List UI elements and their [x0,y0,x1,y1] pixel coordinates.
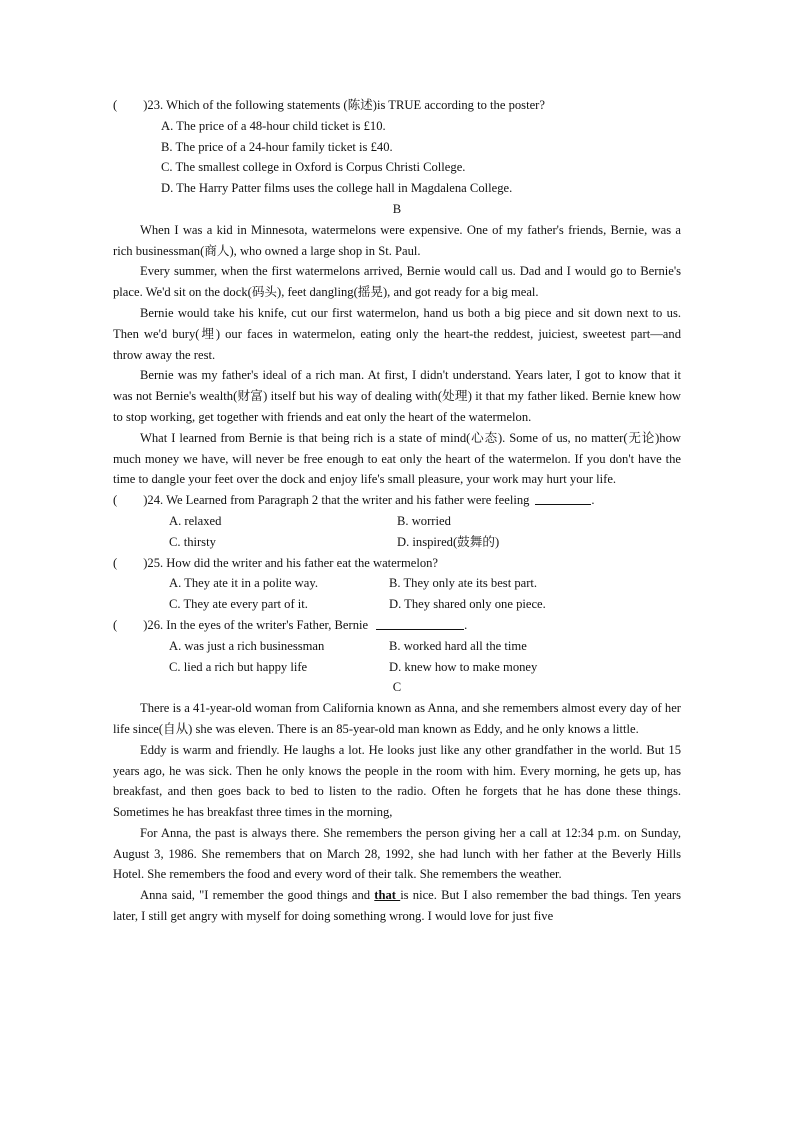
option-b: B. worried [397,513,451,528]
section-b-heading: B [392,201,402,216]
option-a: A. They ate it in a polite way. [169,576,318,591]
answer-blank[interactable] [117,615,143,636]
answer-blank[interactable] [117,490,143,511]
passage-paragraph: For Anna, the past is always there. She remembers the person giving her a call at 12:34 p.m. on Sunday, August 3, 1986. She remembers that on March 28, 1992, she had lunch with her father at the Beverly Hills Hotel. She remembers the food and every word of their talk. She remembers the weather. [113,825,681,882]
option-c: C. They ate every part of it. [169,597,308,612]
underlined-word: that [374,888,401,903]
answer-paren-close: ) [143,493,148,508]
fill-in-blank[interactable] [376,615,464,630]
paragraph-text: is nice. But I also remember the bad things. Ten years later, I still get angry with myself for doing something wrong. I would love for just five [113,888,682,924]
answer-paren-close: ) [143,98,148,112]
section-b-passage [113,220,681,490]
options-row [113,573,681,594]
option-a: A. was just a rich businessman [169,638,325,653]
question-23 [113,95,681,116]
answer-blank[interactable] [117,553,143,574]
passage-paragraph: When I was a kid in Minnesota, watermelons were expensive. One of my father's friends, Bernie, was a rich businessman(商人), who owned a large shop in St. Paul. [113,222,681,258]
option-b: B. The price of a 24-hour family ticket is £40. [161,139,393,154]
options-row [113,594,681,615]
option-c: C. thirsty [169,534,216,549]
answer-paren-open: ( [113,493,118,508]
option-d: D. The Harry Patter films uses the college hall in Magdalena College. [161,181,513,196]
question-26 [113,615,681,636]
option-c: C. The smallest college in Oxford is Corpus Christi College. [161,160,466,175]
question-stem: 24. We Learned from Paragraph 2 that the writer and his father were feeling [147,493,530,508]
passage-paragraph: Bernie was my father's ideal of a rich man. At first, I didn't understand. Years later, I got to know that it was not Bernie's wealth(财富) itself but his way of dealing with(处理) it that my father liked. Bernie knew how to stop working, get together with friends and eat only the heart of the watermelon. [113,368,681,424]
passage-paragraph: Eddy is warm and friendly. He laughs a lot. He looks just like any other grandfather in the world. But 15 years ago, he was sick. Then he only knows the people in the room with him. Every morning, he gets up, has breakfast, and then goes back to bed to listen to the radio. Often he forgets that he has done these things. Sometimes he has breakfast three times in the morning, [113,742,681,820]
option-d: D. They shared only one piece. [389,597,546,612]
option-a: A. relaxed [169,513,222,528]
answer-paren-close: ) [143,617,148,632]
fill-in-blank[interactable] [535,490,591,505]
options-row [113,636,681,657]
passage-paragraph [113,885,681,927]
section-c-passage [113,698,681,927]
options-row [113,657,681,678]
options-row [113,532,681,553]
answer-blank[interactable] [117,95,143,116]
option-b: B. worked hard all the time [389,638,527,653]
option-c: C. lied a rich but happy life [169,659,308,674]
answer-paren-open: ( [113,617,118,632]
passage-paragraph: What I learned from Bernie is that being rich is a state of mind(心态). Some of us, no matter(无论)how much money we have, will never be free enough to eat only the heart of the watermelon. If you don't have the time to dangle your feet over the dock and enjoy life's small pleasure, your work may hurt your life. [113,430,681,487]
section-c-heading: C [392,680,402,695]
question-stem: 26. In the eyes of the writer's Father, Bernie [147,617,369,632]
answer-paren-open: ( [113,98,118,112]
options-row [113,511,681,532]
answer-paren-close: ) [143,555,148,570]
passage-paragraph: Every summer, when the first watermelons arrived, Bernie would call us. Dad and I would go to Bernie's place. We'd sit on the dock(码头), feet dangling(摇晃), and got ready for a big meal. [113,264,681,300]
option-d: D. inspired(鼓舞的) [397,534,500,549]
option-b: B. They only ate its best part. [389,576,538,591]
question-24 [113,490,681,511]
question-stem: 25. How did the writer and his father eat the watermelon? [147,555,439,570]
stem-end: . [591,493,595,508]
answer-paren-open: ( [113,555,118,570]
passage-paragraph: There is a 41-year-old woman from California known as Anna, and she remembers almost every day of her life since(自从) she was eleven. There is an 85-year-old man known as Eddy, and he only knows a little. [113,701,681,736]
question-stem: 23. Which of the following statements (陈述)is TRUE according to the poster? [147,98,545,112]
passage-paragraph: Bernie would take his knife, cut our first watermelon, hand us both a big piece and sit down next to us. Then we'd bury(埋) our faces in watermelon, eating only the heart-the reddest, juiciest, sweetest part—and throw away the rest. [113,305,681,362]
option-a: A. The price of a 48-hour child ticket is £10. [161,118,386,133]
paragraph-text: Anna said, "I remember the good things and [140,888,375,903]
question-25 [113,553,681,574]
option-d: D. knew how to make money [389,659,538,674]
document-page [113,95,681,927]
stem-end: . [464,617,468,632]
